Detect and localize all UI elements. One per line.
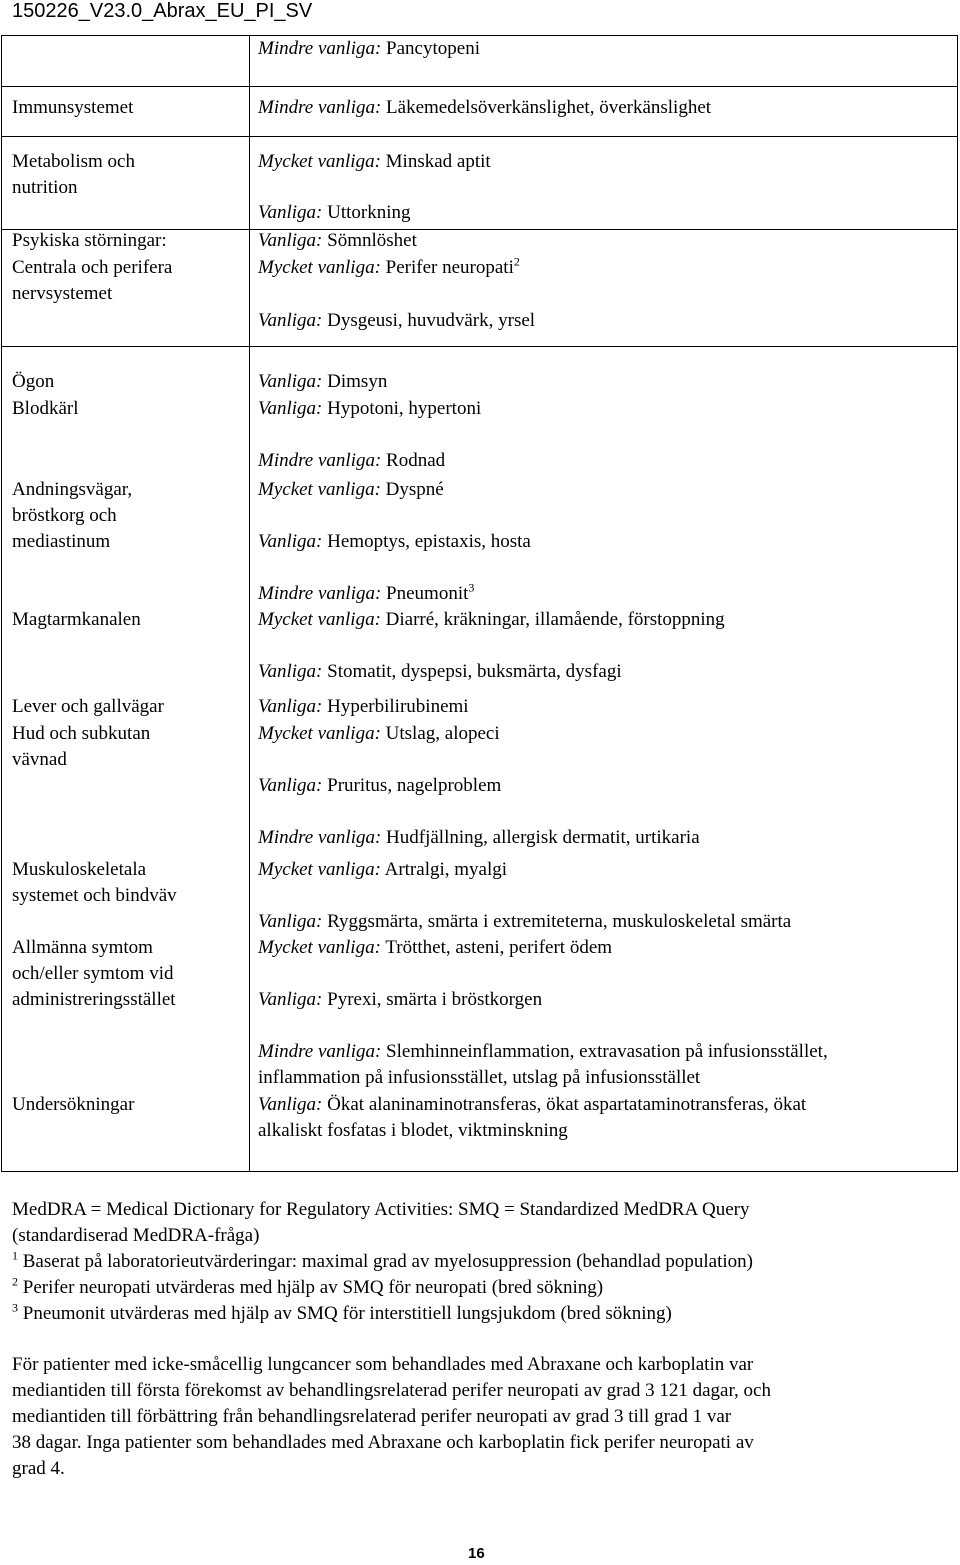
reaction-text: Artralgi, myalgi	[380, 859, 508, 880]
frequency-label: Mindre vanliga:	[258, 583, 382, 604]
category-skin: Hud och subkutan	[12, 723, 151, 744]
reaction-text: Uttorkning	[322, 202, 411, 223]
reaction-line	[258, 987, 542, 1013]
reaction-text: Rodnad	[381, 450, 446, 471]
reaction-text: Ökat alaninaminotransferas, ökat aspartataminotransferas, ökat	[322, 1094, 807, 1115]
reaction-text: Pyrexi, smärta i bröstkorgen	[322, 989, 543, 1010]
footnote-ref: 2	[513, 254, 520, 269]
frequency-label: Mycket vanliga:	[258, 937, 381, 958]
row-divider	[2, 86, 957, 87]
frequency-label: Mycket vanliga:	[258, 479, 381, 500]
frequency-label: Vanliga:	[258, 775, 323, 796]
frequency-label: Vanliga:	[258, 371, 323, 392]
reaction-line	[258, 396, 481, 422]
frequency-label: Mycket vanliga:	[258, 151, 381, 172]
frequency-label: Vanliga:	[258, 989, 323, 1010]
row-divider	[2, 346, 957, 347]
frequency-label: Mindre vanliga:	[258, 1041, 382, 1062]
reaction-line	[258, 607, 725, 633]
footnote-ref: 3	[468, 580, 475, 595]
paragraph-line: mediantiden till förbättring från behandlingsrelaterad perifer neuropati av grad 3 till grad 1 var	[12, 1406, 732, 1427]
meddra-note-cont: (standardiserad MedDRA-fråga)	[12, 1225, 260, 1246]
frequency-label: Mycket vanliga:	[258, 257, 381, 278]
reaction-line	[258, 773, 501, 799]
footnote-text: Pneumonit utvärderas med hjälp av SMQ för interstitiell lungsjukdom (bred sökning)	[18, 1303, 672, 1324]
reaction-line	[258, 255, 520, 281]
category-musculoskeletal: Muskuloskeletala	[12, 859, 147, 880]
category-skin-cont: vävnad	[12, 749, 67, 770]
reaction-text: Utslag, alopeci	[380, 723, 500, 744]
category-vascular: Blodkärl	[12, 398, 79, 419]
frequency-label: Mindre vanliga:	[258, 827, 382, 848]
category-general-cont2: administreringsstället	[12, 989, 176, 1010]
row-divider	[2, 136, 957, 137]
reaction-line	[258, 95, 711, 121]
reaction-text: inflammation på infusionsstället, utslag på infusionsstället	[258, 1067, 701, 1088]
frequency-label: Mindre vanliga:	[258, 38, 382, 59]
reaction-line	[258, 1118, 568, 1144]
reaction-line	[258, 1092, 806, 1118]
footnote-text: Baserat på laboratorieutvärderingar: maximal grad av myelosuppression (behandlad population)	[18, 1251, 753, 1272]
reaction-line	[258, 1039, 828, 1065]
reaction-text: Slemhinneinflammation, extravasation på infusionsstället,	[381, 1041, 828, 1062]
frequency-label: Vanliga:	[258, 1094, 323, 1115]
footnote-1	[12, 1249, 753, 1275]
reaction-text: Hyperbilirubinemi	[322, 696, 469, 717]
reaction-line	[258, 477, 444, 503]
category-musculoskeletal-cont: systemet och bindväv	[12, 885, 177, 906]
category-psychiatric: Psykiska störningar:	[12, 230, 167, 251]
reaction-text: Hypotoni, hypertoni	[322, 398, 482, 419]
reaction-line	[258, 1065, 700, 1091]
reaction-text: Läkemedelsöverkänslighet, överkänslighet	[381, 97, 712, 118]
category-general-cont: och/eller symtom vid	[12, 963, 174, 984]
frequency-label: Mycket vanliga:	[258, 859, 381, 880]
document-id-header: 150226_V23.0_Abrax_EU_PI_SV	[12, 0, 313, 22]
frequency-label: Vanliga:	[258, 531, 323, 552]
reaction-text: Dimsyn	[322, 371, 388, 392]
reaction-line	[258, 659, 622, 685]
reaction-line	[258, 36, 480, 62]
reaction-line	[258, 581, 474, 607]
page-number: 16	[468, 1545, 485, 1562]
reaction-text: Hemoptys, epistaxis, hosta	[322, 531, 531, 552]
reaction-text: Dyspné	[380, 479, 444, 500]
frequency-label: Vanliga:	[258, 696, 323, 717]
footnote-number: 2	[12, 1274, 18, 1289]
reaction-text: Perifer neuropati	[380, 257, 514, 278]
reaction-line	[258, 200, 411, 226]
paragraph-line: mediantiden till första förekomst av behandlingsrelaterad perifer neuropati av grad 3 121 dagar, och	[12, 1380, 771, 1401]
reaction-line	[258, 857, 507, 883]
reaction-text: Ryggsmärta, smärta i extremiteterna, muskuloskeletal smärta	[322, 911, 792, 932]
category-metabolism-cont: nutrition	[12, 177, 78, 198]
paragraph-line: grad 4.	[12, 1458, 65, 1479]
frequency-label: Mycket vanliga:	[258, 609, 381, 630]
footnote-3	[12, 1301, 672, 1327]
reaction-text: Stomatit, dyspepsi, buksmärta, dysfagi	[322, 661, 622, 682]
category-general: Allmänna symtom	[12, 937, 153, 958]
meddra-note: MedDRA = Medical Dictionary for Regulatory Activities: SMQ = Standardized MedDRA Query	[12, 1199, 750, 1220]
category-nervous-cont: nervsystemet	[12, 283, 113, 304]
category-respiratory-cont: bröstkorg och	[12, 505, 117, 526]
reaction-line	[258, 369, 387, 395]
reaction-line	[258, 909, 791, 935]
frequency-label: Vanliga:	[258, 398, 323, 419]
frequency-label: Mindre vanliga:	[258, 97, 382, 118]
category-immune: Immunsystemet	[12, 97, 134, 118]
category-respiratory-cont2: mediastinum	[12, 531, 111, 552]
paragraph-line: 38 dagar. Inga patienter som behandlades med Abraxane och karboplatin fick perifer neuropati av	[12, 1432, 754, 1453]
reaction-line	[258, 935, 612, 961]
category-nervous: Centrala och perifera	[12, 257, 173, 278]
footnote-text: Perifer neuropati utvärderas med hjälp av SMQ för neuropati (bred sökning)	[18, 1277, 604, 1298]
reaction-line	[258, 228, 417, 254]
reaction-line	[258, 149, 491, 175]
frequency-label: Vanliga:	[258, 661, 323, 682]
reaction-line	[258, 694, 469, 720]
category-gastrointestinal: Magtarmkanalen	[12, 609, 141, 630]
reaction-text: Trötthet, asteni, perifert ödem	[380, 937, 613, 958]
category-respiratory: Andningsvägar,	[12, 479, 133, 500]
category-eye: Ögon	[12, 371, 55, 392]
frequency-label: Mycket vanliga:	[258, 723, 381, 744]
reaction-text: Pruritus, nagelproblem	[322, 775, 502, 796]
frequency-label: Mindre vanliga:	[258, 450, 382, 471]
frequency-label: Vanliga:	[258, 310, 323, 331]
reaction-line	[258, 721, 500, 747]
category-investigations: Undersökningar	[12, 1094, 135, 1115]
category-hepatobiliary: Lever och gallvägar	[12, 696, 164, 717]
reaction-line	[258, 529, 531, 555]
reaction-text: Diarré, kräkningar, illamående, förstoppning	[380, 609, 725, 630]
footnote-number: 3	[12, 1300, 18, 1315]
reaction-line	[258, 448, 445, 474]
reaction-text: Minskad aptit	[380, 151, 491, 172]
reaction-text: Pneumonit	[381, 583, 469, 604]
reaction-text: Pancytopeni	[381, 38, 480, 59]
reaction-text: Dysgeusi, huvudvärk, yrsel	[322, 310, 536, 331]
frequency-label: Vanliga:	[258, 911, 323, 932]
reaction-text: alkaliskt fosfatas i blodet, viktminskning	[258, 1120, 568, 1141]
reaction-line	[258, 825, 700, 851]
footnote-2	[12, 1275, 603, 1301]
frequency-label: Vanliga:	[258, 202, 323, 223]
reaction-text: Sömnlöshet	[322, 230, 417, 251]
footnote-number: 1	[12, 1248, 18, 1263]
category-metabolism: Metabolism och	[12, 151, 135, 172]
reaction-line	[258, 308, 535, 334]
column-divider	[249, 36, 250, 1171]
frequency-label: Vanliga:	[258, 230, 323, 251]
reaction-text: Hudfjällning, allergisk dermatit, urtikaria	[381, 827, 700, 848]
paragraph-line: För patienter med icke-småcellig lungcancer som behandlades med Abraxane och karboplatin var	[12, 1354, 754, 1375]
